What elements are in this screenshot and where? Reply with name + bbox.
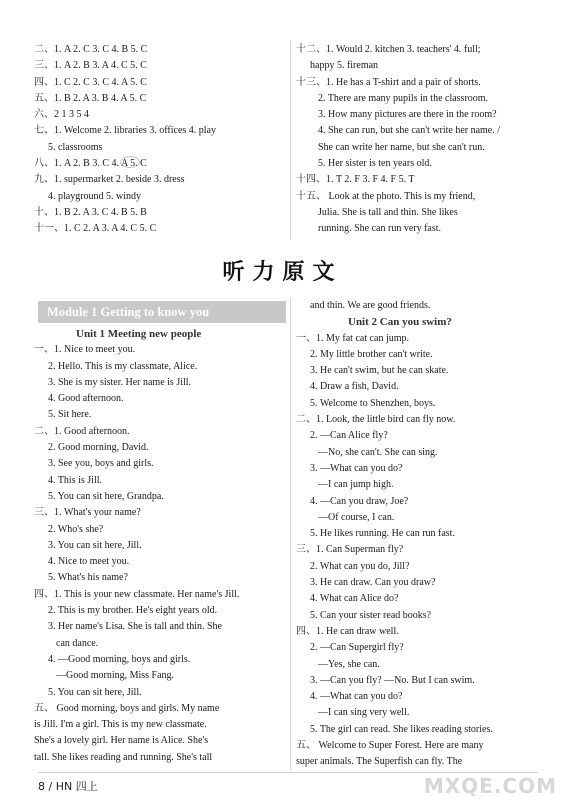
- script-line: 2. —Can Supergirl fly?: [310, 642, 404, 654]
- script-line: —I can jump high.: [318, 479, 394, 491]
- script-line: 4. —Good morning, boys and girls.: [48, 653, 191, 665]
- answer-line: 2. There are many pupils in the classroom.: [318, 92, 489, 104]
- script-line: is Jill. I'm a girl. This is my new classmate.: [34, 719, 207, 731]
- script-line: —Yes, she can.: [318, 658, 380, 670]
- script-line: 3. He can't swim, but he can skate.: [310, 365, 449, 377]
- script-line: 五、 Good morning, boys and girls. My name: [34, 702, 220, 714]
- script-line: —Good morning, Miss Fang.: [56, 670, 175, 682]
- script-line: 4. Nice to meet you.: [48, 556, 130, 568]
- unit2-title: Unit 2 Can you swim?: [348, 316, 452, 329]
- script-line: She's a lovely girl. Her name is Alice. She's: [34, 735, 209, 747]
- script-line: 5. The girl can read. She likes reading stories.: [310, 723, 493, 735]
- listening-left-column: [34, 326, 286, 766]
- answer-line: 5. Her sister is ten years old.: [318, 158, 432, 170]
- script-line: 2. My little brother can't write.: [310, 348, 433, 360]
- script-line: 5. You can sit here, Grandpa.: [48, 490, 164, 502]
- script-line: 5. Sit here.: [48, 409, 92, 421]
- script-line: 三、1. What's your name?: [34, 507, 141, 519]
- script-line: 一、1. My fat cat can jump.: [296, 332, 410, 344]
- script-line: 3. She is my sister. Her name is Jill.: [48, 376, 192, 388]
- watermark: MXQE.COM: [423, 774, 557, 798]
- script-line: tall. She likes reading and running. She's tall: [34, 751, 213, 763]
- script-line: 5. You can sit here, Jill.: [48, 686, 142, 698]
- answer-line: 十二、1. Would 2. kitchen 3. teachers' 4. full;: [296, 44, 481, 55]
- answer-line: 八、1. A 2. B 3. C 4. A 5. C: [34, 158, 147, 170]
- answer-line: 4. She can run, but she can't write her name. /: [318, 125, 501, 137]
- answer-line: She can write her name, but she can't run.: [318, 141, 485, 153]
- script-line: 3. —Can you fly? —No. But I can swim.: [310, 674, 475, 686]
- answer-line: 三、1. A 2. B 3. A 4. C 5. C: [34, 60, 147, 72]
- script-line: can dance.: [56, 637, 99, 649]
- script-line: 2. This is my brother. He's eight years old.: [48, 605, 218, 617]
- answer-line: 十、1. B 2. A 3. C 4. B 5. B: [34, 206, 147, 218]
- column-divider-top: [290, 40, 291, 240]
- script-line: 4. What can Alice do?: [310, 593, 399, 605]
- script-line: 2. —Can Alice fly?: [310, 430, 388, 442]
- answers-right-column: [296, 42, 541, 238]
- script-line: 2. Who's she?: [48, 523, 104, 535]
- script-line: 3. He can draw. Can you draw?: [310, 577, 436, 589]
- script-line: and thin. We are good friends.: [310, 300, 431, 311]
- script-line: 4. This is Jill.: [48, 474, 102, 486]
- answer-line: 四、1. C 2. C 3. C 4. A 5. C: [34, 76, 147, 88]
- script-line: 3. You can sit here, Jill.: [48, 539, 142, 551]
- column-divider-bottom: [290, 298, 291, 770]
- script-line: 5. Welcome to Shenzhen, boys.: [310, 397, 436, 409]
- listening-right-column: [296, 298, 541, 771]
- script-line: 4. Good afternoon.: [48, 393, 124, 405]
- unit1-title: Unit 1 Meeting new people: [76, 328, 202, 340]
- script-line: 2. What can you do, Jill?: [310, 560, 410, 572]
- script-line: 3. —What can you do?: [310, 462, 403, 474]
- script-line: 5. Can your sister read books?: [310, 609, 432, 621]
- script-line: 五、 Welcome to Super Forest. Here are many: [296, 740, 484, 752]
- answer-line: 六、2 1 3 5 4: [34, 109, 89, 121]
- script-line: —Of course, I can.: [318, 511, 395, 523]
- script-line: 二、1. Look, the little bird can fly now.: [296, 414, 456, 426]
- script-line: 四、1. He can draw well.: [296, 625, 399, 637]
- answer-line: 九、1. supermarket 2. beside 3. dress: [34, 174, 185, 186]
- script-line: 一、1. Nice to meet you.: [34, 344, 136, 356]
- answer-line: 十四、1. T 2. F 3. F 4. F 5. T: [296, 174, 415, 186]
- script-line: 3. See you, boys and girls.: [48, 458, 154, 470]
- answer-line: 十三、1. He has a T-shirt and a pair of shorts.: [296, 76, 481, 88]
- script-line: 四、1. This is your new classmate. Her name's Jill.: [34, 588, 240, 600]
- script-line: 2. Good morning, David.: [48, 442, 149, 454]
- script-line: 3. Her name's Lisa. She is tall and thin. She: [48, 621, 222, 633]
- answer-line: 4. playground 5. windy: [48, 190, 142, 202]
- answer-line: 五、1. B 2. A 3. B 4. A 5. C: [34, 92, 147, 104]
- footer-rule: [38, 772, 538, 773]
- answer-line: 5. classrooms: [48, 141, 103, 153]
- answer-line: 十五、 Look at the photo. This is my friend,: [296, 190, 476, 202]
- section-title: 听力原文: [222, 260, 343, 285]
- script-line: —No, she can't. She can sing.: [318, 446, 438, 458]
- answer-line: happy 5. fireman: [310, 60, 379, 72]
- module-title: Module 1 Getting to know you: [38, 301, 286, 323]
- answer-line: 二、1. A 2. C 3. C 4. B 5. C: [34, 44, 148, 55]
- answer-line: running. She can run very fast.: [318, 223, 442, 235]
- script-line: 4. —Can you draw, Joe?: [310, 495, 409, 507]
- script-line: 三、1. Can Superman fly?: [296, 544, 404, 556]
- answer-line: Julia. She is tall and thin. She likes: [318, 206, 458, 218]
- script-line: 5. What's his name?: [48, 572, 128, 584]
- page-footer: 8 / HN 四上: [38, 780, 98, 793]
- script-line: 二、1. Good afternoon.: [34, 425, 130, 437]
- answer-line: 七、1. Welcome 2. libraries 3. offices 4. play: [34, 125, 217, 137]
- stamp-mark: [120, 156, 140, 168]
- script-line: 5. He likes running. He can run fast.: [310, 528, 455, 540]
- answer-line: 3. How many pictures are there in the room?: [318, 109, 497, 121]
- answers-left-column: [34, 42, 289, 238]
- answer-line: 十一、1. C 2. A 3. A 4. C 5. C: [34, 223, 157, 235]
- script-line: 4. —What can you do?: [310, 691, 403, 703]
- script-line: —I can sing very well.: [318, 707, 410, 719]
- script-line: 2. Hello. This is my classmate, Alice.: [48, 360, 198, 372]
- script-line: 4. Draw a fish, David.: [310, 381, 399, 393]
- script-line: super animals. The Superfish can fly. The: [296, 756, 463, 768]
